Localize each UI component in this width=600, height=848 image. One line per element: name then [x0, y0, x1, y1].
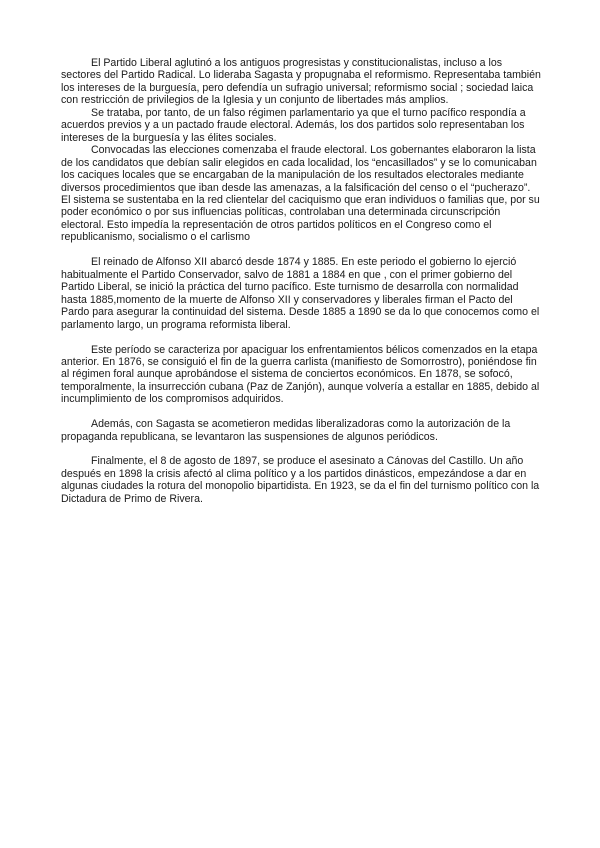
paragraph-partido-liberal: El Partido Liberal aglutinó a los antiguos progresistas y constitucionalistas, incluso a los sectores del Partido Radical. Lo lideraba Sagasta y propugnaba el reformismo. Representaba también los intereses de la burguesía, pero defendía un sufragio universal; reformismo social ; sociedad laica con restricción de privilegios de la Iglesia y un conjunto de libertades más amplios. — [61, 57, 541, 107]
paragraph-medidas-liberalizadoras: Además, con Sagasta se acometieron medidas liberalizadoras como la autorización de la propaganda republicana, se levantaron las suspensiones de algunos periódicos. — [61, 418, 511, 443]
paragraph-falso-regimen: Se trataba, por tanto, de un falso régimen parlamentario ya que el turno pacífico respondía a acuerdos previos y a un pactado fraude electoral. Además, los dos partidos solo representaban los intereses de la burguesía y las élites sociales. — [61, 106, 526, 144]
paragraph-asesinato-canovas: Finalmente, el 8 de agosto de 1897, se produce el asesinato a Cánovas del Castillo. Un año después en 1898 la crisis afectó al clima político y a los partidos dinásticos, empezándose a dar en algunas ciudades la rotura del monopolio bipartidista. En 1923, se da el fin del turnismo político con la Dictadura de Primo de Rivera. — [61, 455, 540, 505]
paragraph-reinado-alfonso-xii: El reinado de Alfonso XII abarcó desde 1874 y 1885. En este periodo el gobierno lo ejerció habitualmente el Partido Conservador, salvo de 1881 a 1884 en que , con el primer gobierno del Partido Liberal, se inició la práctica del turno pacífico. Este turnismo de desarrolla con normalidad hasta 1885,momento de la muerte de Alfonso XII y conservadores y liberales firman el Pacto del Pardo para asegurar la continuidad del sistema. Desde 1885 a 1890 se da lo que conocemos como el parlamento largo, un programa reformista liberal. — [61, 256, 540, 331]
paragraph-fraude-electoral: Convocadas las elecciones comenzaba el fraude electoral. Los gobernantes elaboraron la lista de los candidatos que debían salir elegidos en cada localidad, los “encasillados” y se lo comunicaban los caciques locales que se encargaban de la manipulación de los resultados electorales mediante diversos procedimientos que iban desde las amenazas, a la falsificación del censo o el “pucherazo”. El sistema se sustentaba en la red clientelar del caciquismo que eran individuos o familias que, por su poder económico o por sus influencias políticas, controlaban una determinada circunscripción electoral. Esto impedía la representación de otros partidos políticos en el Congreso como el republicanismo, socialismo o el carlismo — [61, 144, 540, 244]
document-body — [61, 57, 542, 505]
paragraph-enfrentamientos-belicos: Este período se caracteriza por apaciguar los enfrentamientos bélicos comenzados en la etapa anterior. En 1876, se consiguió el fin de la guerra carlista (manifiesto de Somorrostro), poniéndose fin al régimen foral aunque aprobándose el sistema de conciertos económicos. En 1878, se sofocó, temporalmente, la insurrección cubana (Paz de Zanjón), aunque volvería a estallar en 1885, debido al incumplimiento de los compromisos adquiridos. — [61, 343, 540, 406]
